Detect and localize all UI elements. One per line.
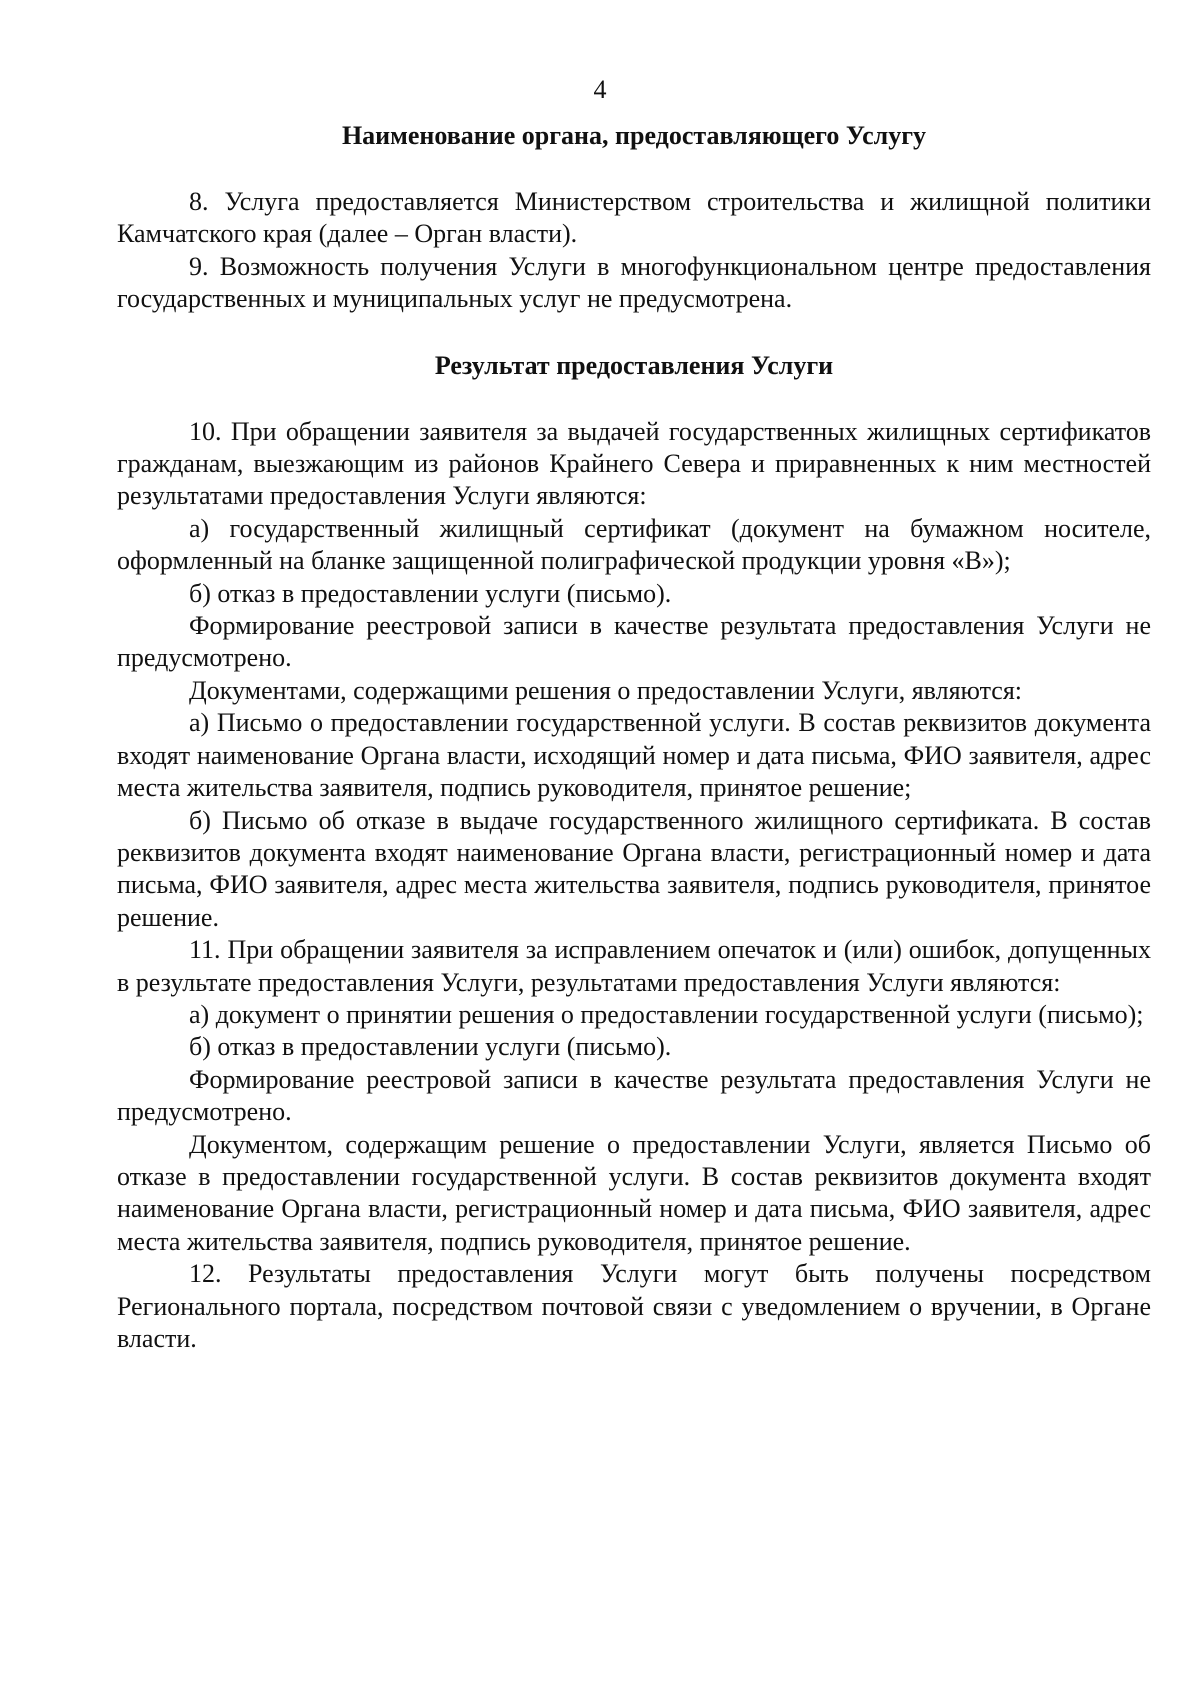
- paragraph-11-b: б) отказ в предоставлении услуги (письмо).: [189, 1032, 672, 1062]
- section-heading-authority: Наименование органа, предоставляющего Услугу: [341, 121, 927, 150]
- paragraph-11-registry: Формирование реестровой записи в качестве результата предоставления Услуги не предусмотрено.: [117, 1064, 1151, 1127]
- paragraph-9: 9. Возможность получения Услуги в многофункциональном центре предоставления государственных и муниципальных услуг не предусмотрена.: [117, 251, 1151, 314]
- paragraph-11: 11. При обращении заявителя за исправлением опечаток и (или) ошибок, допущенных в результате предоставления Услуги, результатами предоставления Услуги являются:: [117, 935, 1151, 997]
- paragraph-12: 12. Результаты предоставления Услуги могут быть получены посредством Регионального портала, посредством почтовой связи с уведомлением о вручении, в Органе власти.: [117, 1259, 1151, 1353]
- paragraph-10-b: б) отказ в предоставлении услуги (письмо).: [189, 578, 672, 608]
- paragraph-8: 8. Услуга предоставляется Министерством строительства и жилищной политики Камчатского края (далее – Орган власти).: [117, 187, 1151, 249]
- paragraph-10-documents-a: а) Письмо о предоставлении государственной услуги. В состав реквизитов документа входят наименование Органа власти, исходящий номер и дата письма, ФИО заявителя, адрес места жительства заявителя, подпись руководителя, принятое решение;: [117, 708, 1151, 803]
- paragraph-10-documents: Документами, содержащими решения о предоставлении Услуги, являются:: [189, 675, 1023, 705]
- page-number: 4: [593, 75, 607, 104]
- document-body: [117, 120, 1151, 1355]
- paragraph-10: 10. При обращении заявителя за выдачей государственных жилищных сертификатов гражданам, выезжающим из районов Крайнего Севера и приравненных к ним местностей результатами предоставления Услуги являются:: [117, 416, 1151, 511]
- section-heading-result: Результат предоставления Услуги: [434, 350, 834, 380]
- paragraph-11-a: а) документ о принятии решения о предоставлении государственной услуги (письмо);: [189, 999, 1144, 1029]
- paragraph-10-registry: Формирование реестровой записи в качестве результата предоставления Услуги не предусмотрено.: [117, 611, 1151, 673]
- paragraph-10-documents-b: б) Письмо об отказе в выдаче государственного жилищного сертификата. В состав реквизитов документа входят наименование Органа власти, регистрационный номер и дата письма, ФИО заявителя, адрес места жительства заявителя, подпись руководителя, принятое решение.: [117, 805, 1151, 932]
- paragraph-11-document: Документом, содержащим решение о предоставлении Услуги, является Письмо об отказе в предоставлении государственной услуги. В состав реквизитов документа входят наименование Органа власти, регистрационный номер и дата письма, ФИО заявителя, адрес места жительства заявителя, подпись руководителя, принятое решение.: [117, 1129, 1151, 1256]
- paragraph-10-a: а) государственный жилищный сертификат (документ на бумажном носителе, оформленный на бланке защищенной полиграфической продукции уровня «В»);: [117, 513, 1151, 576]
